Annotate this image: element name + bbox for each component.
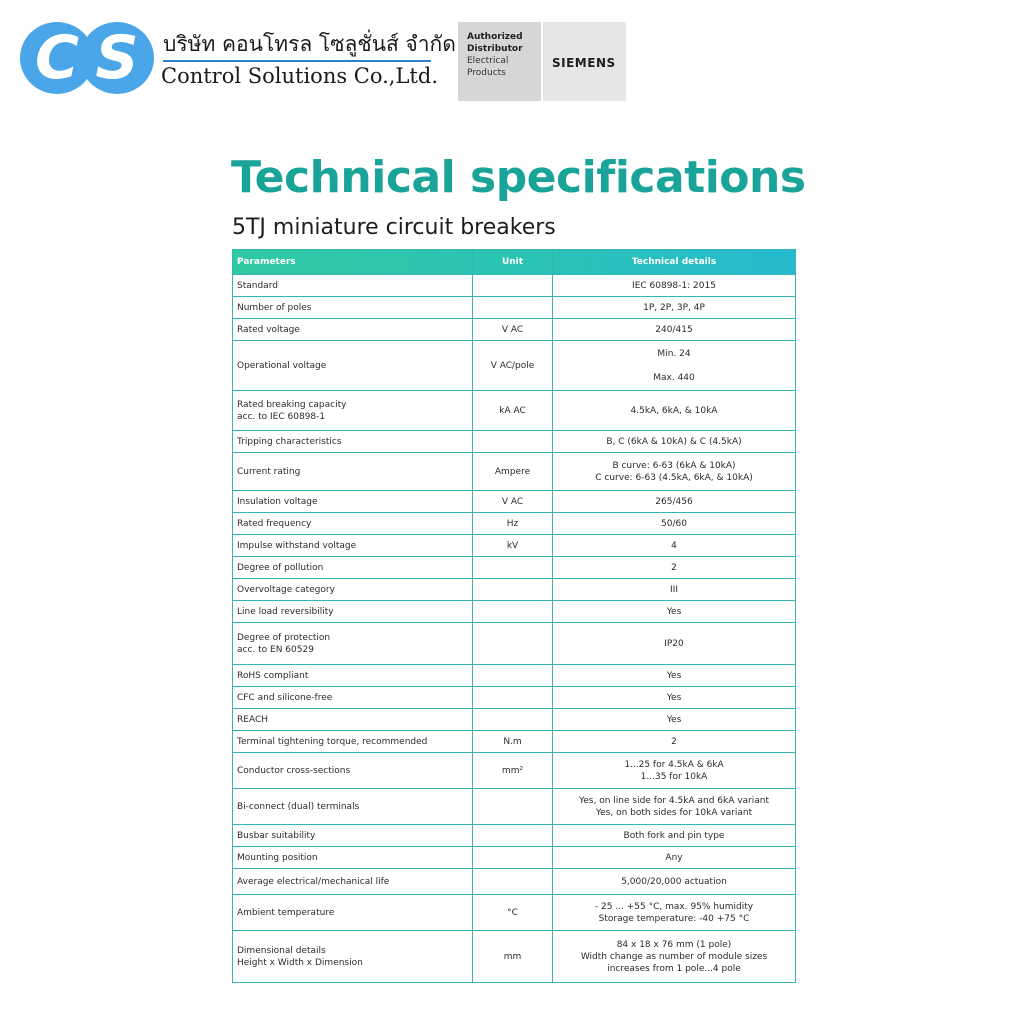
param-text: Mounting position — [237, 852, 318, 863]
details-text: C curve: 6-63 (4.5kA, 6kA, & 10kA) — [595, 472, 753, 483]
unit-cell — [473, 557, 553, 579]
auth-line-2: Distributor — [467, 44, 523, 54]
param-text: acc. to IEC 60898-1 — [237, 411, 326, 422]
param-cell — [233, 601, 473, 623]
siemens-brand: SIEMENS — [552, 56, 616, 70]
details-cell — [553, 297, 796, 319]
unit-cell: °C — [473, 895, 553, 931]
unit-cell: N.m — [473, 731, 553, 753]
param-text: Rated frequency — [237, 518, 312, 529]
logo-s-circle — [80, 22, 154, 94]
details-cell — [553, 731, 796, 753]
page-title: Technical specifications — [231, 152, 806, 203]
siemens-badge — [543, 22, 626, 101]
table-row — [233, 789, 796, 825]
table-row — [233, 601, 796, 623]
param-text: CFC and silicone-free — [237, 692, 333, 703]
unit-cell — [473, 709, 553, 731]
param-cell — [233, 895, 473, 931]
unit-cell — [473, 601, 553, 623]
param-cell — [233, 341, 473, 391]
details-text: 4 — [671, 540, 677, 551]
param-cell — [233, 513, 473, 535]
auth-line-3: Electrical — [467, 56, 509, 66]
details-text: IEC 60898-1: 2015 — [632, 280, 716, 291]
param-cell — [233, 319, 473, 341]
param-cell — [233, 687, 473, 709]
details-text: B, C (6kA & 10kA) & C (4.5kA) — [606, 436, 742, 447]
table-row — [233, 847, 796, 869]
unit-cell — [473, 297, 553, 319]
param-text: Overvoltage category — [237, 584, 335, 595]
table-row — [233, 535, 796, 557]
param-text: Ambient temperature — [237, 907, 335, 918]
table-row — [233, 825, 796, 847]
unit-cell — [473, 847, 553, 869]
header-unit: Unit — [473, 250, 553, 275]
param-cell — [233, 869, 473, 895]
unit-cell: kA AC — [473, 391, 553, 431]
table-row — [233, 579, 796, 601]
param-cell — [233, 623, 473, 665]
header-parameters: Parameters — [233, 250, 473, 275]
param-cell — [233, 789, 473, 825]
details-cell — [553, 341, 796, 391]
logo-letter-s: S — [95, 23, 139, 93]
details-text: Any — [665, 852, 683, 863]
unit-cell — [473, 431, 553, 453]
param-text: Standard — [237, 280, 278, 291]
param-text: Degree of pollution — [237, 562, 324, 573]
details-cell — [553, 869, 796, 895]
unit-cell: V AC/pole — [473, 341, 553, 391]
unit-cell: V AC — [473, 319, 553, 341]
param-text: RoHS compliant — [237, 670, 309, 681]
spec-table — [232, 249, 796, 983]
table-row — [233, 869, 796, 895]
details-cell — [553, 513, 796, 535]
param-text: Line load reversibility — [237, 606, 334, 617]
details-text: Yes — [666, 714, 682, 725]
unit-cell — [473, 687, 553, 709]
details-text: 240/415 — [655, 324, 693, 335]
param-cell — [233, 535, 473, 557]
param-cell — [233, 731, 473, 753]
param-text: Terminal tightening torque, recommended — [237, 736, 428, 747]
page-subtitle: 5TJ miniature circuit breakers — [232, 215, 556, 240]
auth-heading — [467, 31, 523, 55]
unit-cell — [473, 825, 553, 847]
param-text: Average electrical/mechanical life — [237, 876, 390, 887]
param-text: Insulation voltage — [237, 496, 318, 507]
details-text: III — [670, 584, 678, 595]
details-cell — [553, 601, 796, 623]
param-text: Height x Width x Dimension — [237, 957, 363, 968]
details-cell — [553, 431, 796, 453]
details-cell — [553, 557, 796, 579]
table-row — [233, 431, 796, 453]
details-cell — [553, 275, 796, 297]
unit-cell — [473, 623, 553, 665]
company-logo — [20, 22, 152, 94]
details-text: Width change as number of module sizes — [580, 951, 768, 962]
auth-line-1: Authorized — [467, 32, 523, 42]
details-text: 84 x 18 x 76 mm (1 pole) — [616, 939, 732, 950]
details-cell — [553, 623, 796, 665]
details-text: Storage temperature: -40 +75 °C — [598, 913, 750, 924]
unit-cell: mm — [473, 931, 553, 983]
details-text: Yes — [666, 692, 682, 703]
details-text: Both fork and pin type — [623, 830, 725, 841]
details-cell — [553, 579, 796, 601]
details-text: 4.5kA, 6kA, & 10kA — [630, 405, 718, 416]
unit-cell — [473, 789, 553, 825]
table-row — [233, 453, 796, 491]
table-row — [233, 623, 796, 665]
details-cell — [553, 895, 796, 931]
param-text: Tripping characteristics — [237, 436, 342, 447]
table-row — [233, 491, 796, 513]
details-cell — [553, 687, 796, 709]
table-row — [233, 709, 796, 731]
param-text: Bi-connect (dual) terminals — [237, 801, 360, 812]
details-cell — [553, 491, 796, 513]
param-text: Rated breaking capacity — [237, 399, 347, 410]
param-text: Number of poles — [237, 302, 312, 313]
unit-cell: Ampere — [473, 453, 553, 491]
details-text: B curve: 6-63 (6kA & 10kA) — [612, 460, 736, 471]
details-text: Yes — [666, 606, 682, 617]
param-cell — [233, 753, 473, 789]
table-row — [233, 319, 796, 341]
details-cell — [553, 825, 796, 847]
details-text — [557, 360, 791, 372]
param-text: Operational voltage — [237, 360, 327, 371]
table-row — [233, 895, 796, 931]
table-row — [233, 513, 796, 535]
param-text: Busbar suitability — [237, 830, 316, 841]
table-row — [233, 931, 796, 983]
details-cell — [553, 453, 796, 491]
unit-cell: V AC — [473, 491, 553, 513]
table-row — [233, 391, 796, 431]
param-cell — [233, 491, 473, 513]
param-text: Conductor cross-sections — [237, 765, 351, 776]
unit-cell — [473, 275, 553, 297]
table-row — [233, 297, 796, 319]
details-text: Yes — [666, 670, 682, 681]
param-text: Rated voltage — [237, 324, 300, 335]
param-cell — [233, 297, 473, 319]
table-row — [233, 731, 796, 753]
unit-cell — [473, 665, 553, 687]
auth-subheading — [467, 55, 508, 79]
details-cell — [553, 535, 796, 557]
param-text: acc. to EN 60529 — [237, 644, 314, 655]
details-text: 1...35 for 10kA — [640, 771, 708, 782]
table-row — [233, 687, 796, 709]
param-cell — [233, 665, 473, 687]
table-header-row — [233, 250, 796, 275]
details-text: 2 — [671, 736, 677, 747]
details-text: Min. 24 — [657, 348, 691, 359]
param-text: Degree of protection — [237, 632, 331, 643]
details-text: 2 — [671, 562, 677, 573]
unit-cell: kV — [473, 535, 553, 557]
param-cell — [233, 453, 473, 491]
details-cell — [553, 789, 796, 825]
auth-line-4: Products — [467, 68, 506, 78]
authorized-distributor-badge — [458, 22, 541, 101]
param-cell — [233, 709, 473, 731]
table-row — [233, 341, 796, 391]
header-technical-details: Technical details — [553, 250, 796, 275]
details-cell — [553, 847, 796, 869]
table-body — [233, 275, 796, 983]
details-text: 5,000/20,000 actuation — [621, 876, 727, 887]
param-cell — [233, 931, 473, 983]
details-text: 1...25 for 4.5kA & 6kA — [624, 759, 724, 770]
param-text: Current rating — [237, 466, 301, 477]
param-text: REACH — [237, 714, 268, 725]
details-text: 1P, 2P, 3P, 4P — [643, 302, 705, 313]
details-cell — [553, 931, 796, 983]
details-text: Yes, on both sides for 10kA variant — [595, 807, 753, 818]
unit-cell: mm² — [473, 753, 553, 789]
unit-cell — [473, 579, 553, 601]
table-row — [233, 753, 796, 789]
param-cell — [233, 275, 473, 297]
param-text: Impulse withstand voltage — [237, 540, 357, 551]
param-cell — [233, 579, 473, 601]
logo-letter-c: C — [34, 23, 80, 93]
unit-cell — [473, 869, 553, 895]
details-cell — [553, 319, 796, 341]
details-cell — [553, 709, 796, 731]
param-cell — [233, 847, 473, 869]
details-cell — [553, 665, 796, 687]
company-name-english: Control Solutions Co.,Ltd. — [161, 64, 438, 88]
param-cell — [233, 557, 473, 579]
details-cell — [553, 391, 796, 431]
unit-cell: Hz — [473, 513, 553, 535]
details-text: Max. 440 — [653, 372, 695, 383]
details-text: IP20 — [664, 638, 684, 649]
details-text: 265/456 — [655, 496, 693, 507]
param-text: Dimensional details — [237, 945, 326, 956]
company-name-thai: บริษัท คอนโทรล โซลูชั่นส์ จำกัด — [163, 32, 456, 56]
table-row — [233, 557, 796, 579]
details-text: 50/60 — [661, 518, 687, 529]
param-cell — [233, 431, 473, 453]
company-divider — [163, 60, 431, 62]
table-row — [233, 665, 796, 687]
param-cell — [233, 391, 473, 431]
details-text: increases from 1 pole...4 pole — [607, 963, 741, 974]
details-text: - 25 ... +55 °C, max. 95% humidity — [594, 901, 754, 912]
table-row — [233, 275, 796, 297]
details-cell — [553, 753, 796, 789]
details-text: Yes, on line side for 4.5kA and 6kA variant — [578, 795, 770, 806]
param-cell — [233, 825, 473, 847]
